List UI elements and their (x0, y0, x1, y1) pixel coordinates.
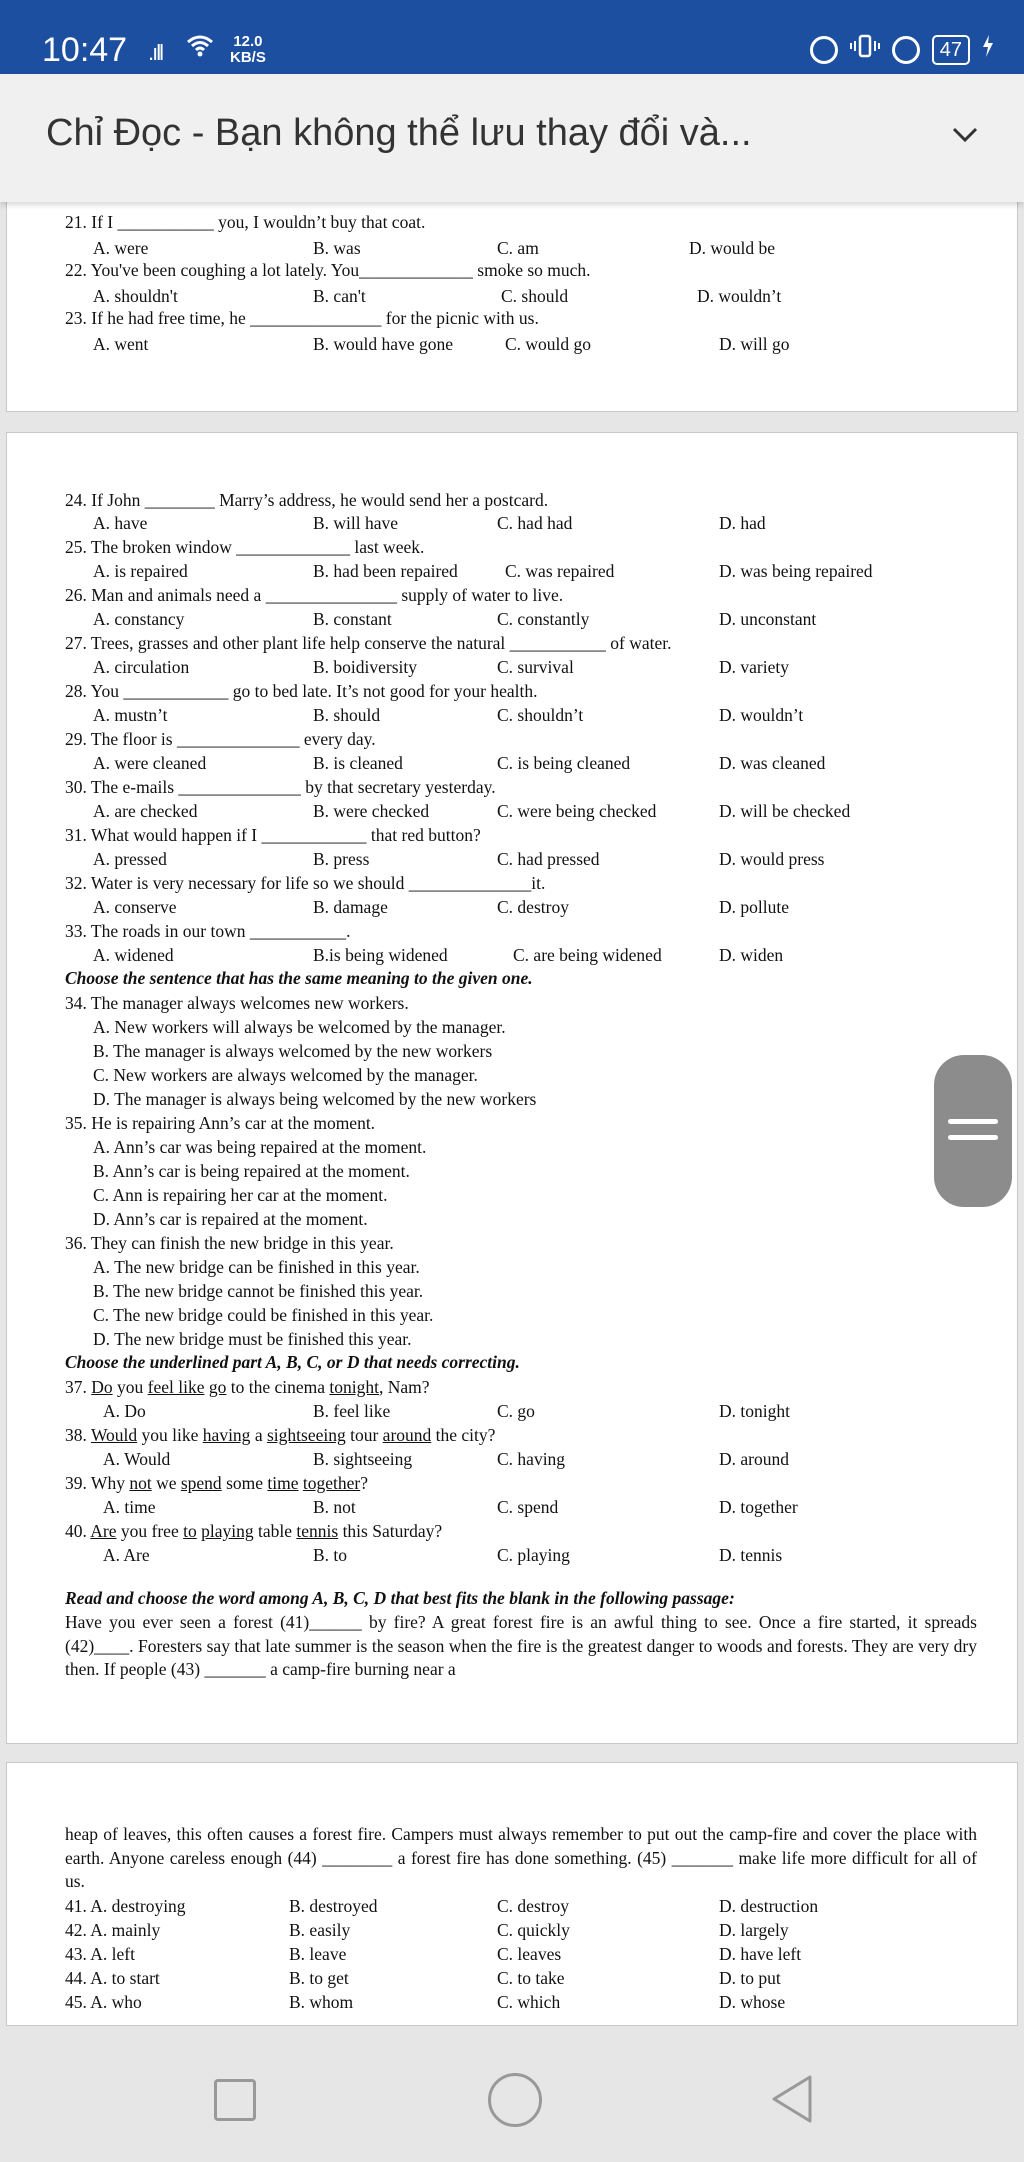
option-38d: D. around (719, 1449, 789, 1469)
option-24a: A. have (93, 513, 148, 533)
option-22c: C. should (501, 286, 569, 306)
underlined-part-b: spend (180, 1473, 222, 1493)
question-27: 27. Trees, grasses and other plant life help conserve the natural ___________ of water. (65, 633, 672, 653)
option-35d: D. Ann’s car is repaired at the moment. (93, 1209, 368, 1229)
option-39c: C. spend (497, 1497, 559, 1517)
option-28c: C. shouldn’t (497, 705, 584, 725)
status-time: 10:47 (42, 31, 128, 69)
underlined-part-a: Do (91, 1377, 113, 1397)
net-speed (230, 34, 266, 66)
option-23d: D. will go (719, 334, 790, 354)
option-34c: C. New workers are always welcomed by the manager. (93, 1065, 478, 1085)
title-bar (0, 74, 1024, 202)
charging-icon (982, 35, 994, 64)
option-29c: C. is being cleaned (497, 753, 631, 773)
option-22d: D. wouldn’t (697, 286, 782, 306)
triangle-back-icon[interactable] (766, 2073, 818, 2125)
underlined-part-a: not (129, 1473, 152, 1493)
option-44c: C. to take (497, 1968, 565, 1988)
option-25b: B. had been repaired (313, 561, 458, 581)
option-37d: D. tonight (719, 1401, 790, 1421)
scroll-handle-icon[interactable] (934, 1055, 1012, 1207)
option-33d: D. widen (719, 945, 784, 965)
question-26: 26. Man and animals need a _______________ supply of water to live. (65, 585, 564, 605)
option-26a: A. constancy (93, 609, 185, 629)
question-24: 24. If John ________ Marry’s address, he would send her a postcard. (65, 490, 549, 510)
option-40d: D. tennis (719, 1545, 783, 1565)
dnd-icon (810, 36, 838, 64)
option-37c: C. go (497, 1401, 535, 1421)
option-28a: A. mustn’t (93, 705, 168, 725)
chevron-down-icon[interactable] (950, 120, 980, 150)
net-speed-value: 12.0 (233, 33, 263, 50)
option-33b: B.is being widened (313, 945, 448, 965)
document-title: Chỉ Đọc - Bạn không thể lưu thay đổi và... (46, 112, 752, 154)
option-42a: 42. A. mainly (65, 1920, 161, 1940)
underlined-part-b: to (183, 1521, 197, 1541)
option-40a: A. Are (103, 1545, 150, 1565)
option-40b: B. to (313, 1545, 348, 1565)
vibrate-icon (850, 34, 880, 65)
option-39a: A. time (103, 1497, 156, 1517)
underlined-part-c: playing (201, 1521, 254, 1541)
status-icons (810, 34, 994, 65)
section-heading-correcting: Choose the underlined part A, B, C, or D that needs correcting. (65, 1352, 520, 1372)
question-34: 34. The manager always welcomes new workers. (65, 993, 409, 1013)
section-heading-same-meaning: Choose the sentence that has the same meaning to the given one. (65, 968, 533, 988)
option-35b: B. Ann’s car is being repaired at the moment. (93, 1161, 410, 1181)
option-23c: C. would go (505, 334, 592, 354)
circle-icon[interactable] (488, 2073, 542, 2127)
battery-icon: 47 (932, 35, 970, 65)
option-44a: 44. A. to start (65, 1968, 160, 1988)
question-37: 37. Do you feel like go to the cinema tonight, Nam? (65, 1377, 430, 1397)
option-36a: A. The new bridge can be finished in this year. (93, 1257, 420, 1277)
option-45b: B. whom (289, 1992, 354, 2012)
underlined-part-a: Would (90, 1425, 138, 1445)
passage-paragraph-1: Have you ever seen a forest (41)______ by fire? A great forest fire is an awful thing to see. Once a fire started, it spreads (42)____. Foresters say that late summer is the season when the fire is the greatest danger to woods and forests. They are very dry then. If people (43) _______ a camp-fire burning near a (65, 1612, 977, 1679)
option-21d: D. would be (689, 238, 776, 258)
option-25c: C. was repaired (505, 561, 615, 581)
question-40: 40. Are you free to playing table tennis this Saturday? (65, 1521, 443, 1541)
status-bar (0, 0, 1024, 74)
option-26d: D. unconstant (719, 609, 817, 629)
option-39d: D. together (719, 1497, 798, 1517)
option-32c: C. destroy (497, 897, 569, 917)
underlined-part-a: Are (90, 1521, 117, 1541)
option-43a: 43. A. left (65, 1944, 135, 1964)
wifi-icon (186, 32, 214, 64)
option-42b: B. easily (289, 1920, 351, 1940)
option-34b: B. The manager is always welcomed by the new workers (93, 1041, 493, 1061)
option-24c: C. had had (497, 513, 573, 533)
signal-icon: .ıll (148, 40, 162, 65)
option-33c: C. are being widened (513, 945, 662, 965)
passage-paragraph-2: heap of leaves, this often causes a forest fire. Campers must always remember to put out the camp-fire and cover the place with earth. Anyone careless enough (44) ________ a forest fire has done something. (45) _______ make life more difficult for all of us. (65, 1824, 977, 1891)
option-30c: C. were being checked (497, 801, 657, 821)
option-27d: D. variety (719, 657, 789, 677)
question-39: 39. Why not we spend some time together? (65, 1473, 368, 1493)
option-30a: A. are checked (93, 801, 198, 821)
option-31b: B. press (313, 849, 370, 869)
question-22: 22. You've been coughing a lot lately. You_____________ smoke so much. (65, 260, 591, 280)
option-43d: D. have left (719, 1944, 802, 1964)
navigation-bar (0, 2035, 1024, 2162)
question-28: 28. You ____________ go to bed late. It’s not good for your health. (65, 681, 538, 701)
option-28b: B. should (313, 705, 381, 725)
option-23b: B. would have gone (313, 334, 453, 354)
question-29: 29. The floor is ______________ every day. (65, 729, 376, 749)
document-page-2 (6, 432, 1018, 1744)
option-21a: A. were (93, 238, 149, 258)
option-39b: B. not (313, 1497, 356, 1517)
option-21b: B. was (313, 238, 361, 258)
question-30: 30. The e-mails ______________ by that secretary yesterday. (65, 777, 496, 797)
option-35a: A. Ann’s car was being repaired at the moment. (93, 1137, 427, 1157)
option-32a: A. conserve (93, 897, 177, 917)
question-32: 32. Water is very necessary for life so we should ______________it. (65, 873, 546, 893)
option-26b: B. constant (313, 609, 392, 629)
section-heading-passage: Read and choose the word among A, B, C, D that best fits the blank in the following passage: (65, 1588, 735, 1608)
option-44d: D. to put (719, 1968, 781, 1988)
option-23a: A. went (93, 334, 149, 354)
option-45c: C. which (497, 1992, 561, 2012)
underlined-part-c: go (208, 1377, 227, 1397)
option-38c: C. having (497, 1449, 566, 1469)
option-21c: C. am (497, 238, 539, 258)
underlined-part-c: time (267, 1473, 299, 1493)
question-36: 36. They can finish the new bridge in this year. (65, 1233, 394, 1253)
option-27a: A. circulation (93, 657, 190, 677)
option-38b: B. sightseeing (313, 1449, 413, 1469)
underlined-part-d: tonight (329, 1377, 379, 1397)
option-27c: C. survival (497, 657, 574, 677)
option-42c: C. quickly (497, 1920, 570, 1940)
underlined-part-d: tennis (296, 1521, 339, 1541)
option-31d: D. would press (719, 849, 825, 869)
option-37b: B. feel like (313, 1401, 391, 1421)
option-22a: A. shouldn't (93, 286, 178, 306)
question-33: 33. The roads in our town ___________. (65, 921, 351, 941)
document-page-3 (6, 1762, 1018, 2026)
option-24b: B. will have (313, 513, 399, 533)
underlined-part-b: feel like (147, 1377, 205, 1397)
document-page-1 (6, 170, 1018, 412)
option-36c: C. The new bridge could be finished in this year. (93, 1305, 434, 1325)
option-37a: A. Do (103, 1401, 146, 1421)
option-32b: B. damage (313, 897, 388, 917)
option-32d: D. pollute (719, 897, 789, 917)
option-27b: B. boidiversity (313, 657, 418, 677)
option-38a: A. Would (103, 1449, 171, 1469)
underlined-part-d: together (302, 1473, 361, 1493)
option-30d: D. will be checked (719, 801, 851, 821)
option-29a: A. were cleaned (93, 753, 207, 773)
option-26c: C. constantly (497, 609, 590, 629)
underlined-part-c: sightseeing (266, 1425, 346, 1445)
option-45d: D. whose (719, 1992, 786, 2012)
square-icon[interactable] (214, 2079, 256, 2121)
option-41d: D. destruction (719, 1896, 819, 1916)
option-30b: B. were checked (313, 801, 430, 821)
question-21: 21. If I ___________ you, I wouldn’t buy that coat. (65, 212, 426, 232)
option-43c: C. leaves (497, 1944, 562, 1964)
option-41c: C. destroy (497, 1896, 569, 1916)
option-36b: B. The new bridge cannot be finished this year. (93, 1281, 424, 1301)
alarm-icon (892, 36, 920, 64)
option-45a: 45. A. who (65, 1992, 142, 2012)
option-22b: B. can't (313, 286, 366, 306)
net-speed-unit: KB/S (230, 49, 266, 66)
option-43b: B. leave (289, 1944, 347, 1964)
option-35c: C. Ann is repairing her car at the moment. (93, 1185, 388, 1205)
option-24d: D. had (719, 513, 766, 533)
option-42d: D. largely (719, 1920, 789, 1940)
question-38: 38. Would you like having a sightseeing tour around the city? (65, 1425, 496, 1445)
option-41b: B. destroyed (289, 1896, 378, 1916)
option-25d: D. was being repaired (719, 561, 873, 581)
option-28d: D. wouldn’t (719, 705, 804, 725)
question-31: 31. What would happen if I ____________ that red button? (65, 825, 481, 845)
option-44b: B. to get (289, 1968, 349, 1988)
option-36d: D. The new bridge must be finished this year. (93, 1329, 412, 1349)
option-31c: C. had pressed (497, 849, 600, 869)
option-29d: D. was cleaned (719, 753, 826, 773)
option-40c: C. playing (497, 1545, 570, 1565)
option-41a: 41. A. destroying (65, 1896, 186, 1916)
option-34d: D. The manager is always being welcomed by the new workers (93, 1089, 537, 1109)
question-25: 25. The broken window _____________ last week. (65, 537, 425, 557)
option-33a: A. widened (93, 945, 174, 965)
underlined-part-d: around (382, 1425, 432, 1445)
question-35: 35. He is repairing Ann’s car at the moment. (65, 1113, 376, 1133)
option-31a: A. pressed (93, 849, 167, 869)
option-25a: A. is repaired (93, 561, 188, 581)
option-34a: A. New workers will always be welcomed by the manager. (93, 1017, 506, 1037)
option-29b: B. is cleaned (313, 753, 403, 773)
underlined-part-b: having (202, 1425, 251, 1445)
question-23: 23. If he had free time, he _______________ for the picnic with us. (65, 308, 539, 328)
